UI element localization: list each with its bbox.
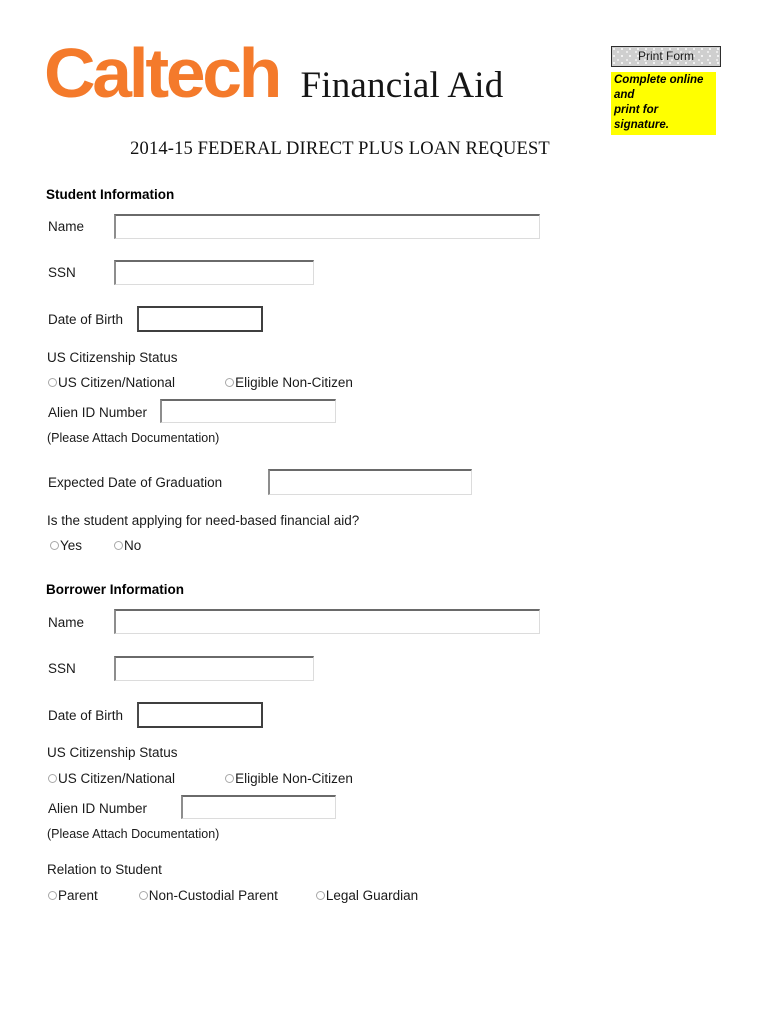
need-based-aid-question: Is the student applying for need-based financial aid?	[47, 513, 360, 528]
radio-circle-icon[interactable]	[225, 378, 234, 387]
radio-circle-icon[interactable]	[48, 378, 57, 387]
borrower-ssn-input[interactable]	[114, 656, 314, 681]
borrower-citizen-eligible-label: Eligible Non-Citizen	[235, 771, 353, 786]
radio-circle-icon[interactable]	[50, 541, 59, 550]
print-note-line-2: print for signature.	[614, 104, 669, 131]
relation-non-custodial-parent-option[interactable]	[139, 888, 278, 903]
print-note-line-1: Complete online and	[614, 74, 704, 101]
borrower-dob-input[interactable]	[137, 702, 263, 728]
borrower-attach-documentation-note: (Please Attach Documentation)	[47, 827, 220, 841]
borrower-citizen-us-option[interactable]	[48, 771, 175, 786]
relation-parent-label: Parent	[58, 888, 98, 903]
student-dob-label: Date of Birth	[48, 312, 124, 327]
page-title: 2014-15 FEDERAL DIRECT PLUS LOAN REQUEST	[130, 139, 550, 159]
student-alien-id-input[interactable]	[160, 399, 336, 423]
student-citizen-us-option[interactable]	[48, 375, 175, 390]
student-graduation-label: Expected Date of Graduation	[48, 475, 223, 490]
print-form-block	[611, 46, 721, 135]
relation-to-student-radio-group	[48, 888, 418, 903]
student-name-input[interactable]	[114, 214, 540, 239]
student-citizenship-label: US Citizenship Status	[47, 350, 178, 365]
relation-legal-guardian-option[interactable]	[316, 888, 418, 903]
need-based-aid-radio-group	[50, 538, 141, 553]
financial-aid-subtitle: Financial Aid	[300, 65, 504, 106]
need-based-yes-label: Yes	[60, 538, 83, 553]
borrower-name-input[interactable]	[114, 609, 540, 634]
radio-circle-icon[interactable]	[316, 891, 325, 900]
student-citizen-eligible-label: Eligible Non-Citizen	[235, 375, 353, 390]
student-ssn-input[interactable]	[114, 260, 314, 285]
radio-circle-icon[interactable]	[225, 774, 234, 783]
borrower-alien-id-label: Alien ID Number	[48, 801, 148, 816]
borrower-citizenship-label: US Citizenship Status	[47, 745, 178, 760]
borrower-name-label: Name	[48, 615, 85, 630]
borrower-dob-label: Date of Birth	[48, 708, 124, 723]
print-instruction-note	[611, 72, 716, 135]
student-alien-id-label: Alien ID Number	[48, 405, 148, 420]
relation-parent-option[interactable]	[48, 888, 98, 903]
student-citizenship-radio-group	[48, 375, 353, 390]
relation-to-student-label: Relation to Student	[47, 862, 162, 877]
relation-legal-guardian-label: Legal Guardian	[325, 888, 419, 903]
radio-circle-icon[interactable]	[48, 891, 57, 900]
radio-circle-icon[interactable]	[139, 891, 148, 900]
need-based-no-option[interactable]	[114, 538, 141, 553]
need-based-yes-option[interactable]	[50, 538, 82, 553]
borrower-alien-id-input[interactable]	[181, 795, 336, 819]
need-based-no-label: No	[124, 538, 142, 553]
borrower-citizen-us-label: US Citizen/National	[58, 771, 176, 786]
radio-circle-icon[interactable]	[48, 774, 57, 783]
relation-non-custodial-parent-label: Non-Custodial Parent	[148, 888, 278, 903]
radio-circle-icon[interactable]	[114, 541, 123, 550]
student-name-label: Name	[48, 219, 85, 234]
borrower-citizenship-radio-group	[48, 771, 353, 786]
student-citizen-eligible-option[interactable]	[225, 375, 353, 390]
caltech-wordmark: Caltech	[44, 34, 280, 112]
print-form-button[interactable]: Print Form	[611, 46, 721, 67]
student-information-heading: Student Information	[46, 187, 175, 202]
student-graduation-input[interactable]	[268, 469, 472, 495]
page-header	[0, 0, 770, 130]
student-citizen-us-label: US Citizen/National	[58, 375, 176, 390]
borrower-information-heading: Borrower Information	[46, 582, 185, 597]
borrower-citizen-eligible-option[interactable]	[225, 771, 353, 786]
borrower-ssn-label: SSN	[48, 661, 76, 676]
student-dob-input[interactable]	[137, 306, 263, 332]
student-attach-documentation-note: (Please Attach Documentation)	[47, 431, 220, 445]
student-ssn-label: SSN	[48, 265, 76, 280]
caltech-logo	[44, 34, 504, 112]
